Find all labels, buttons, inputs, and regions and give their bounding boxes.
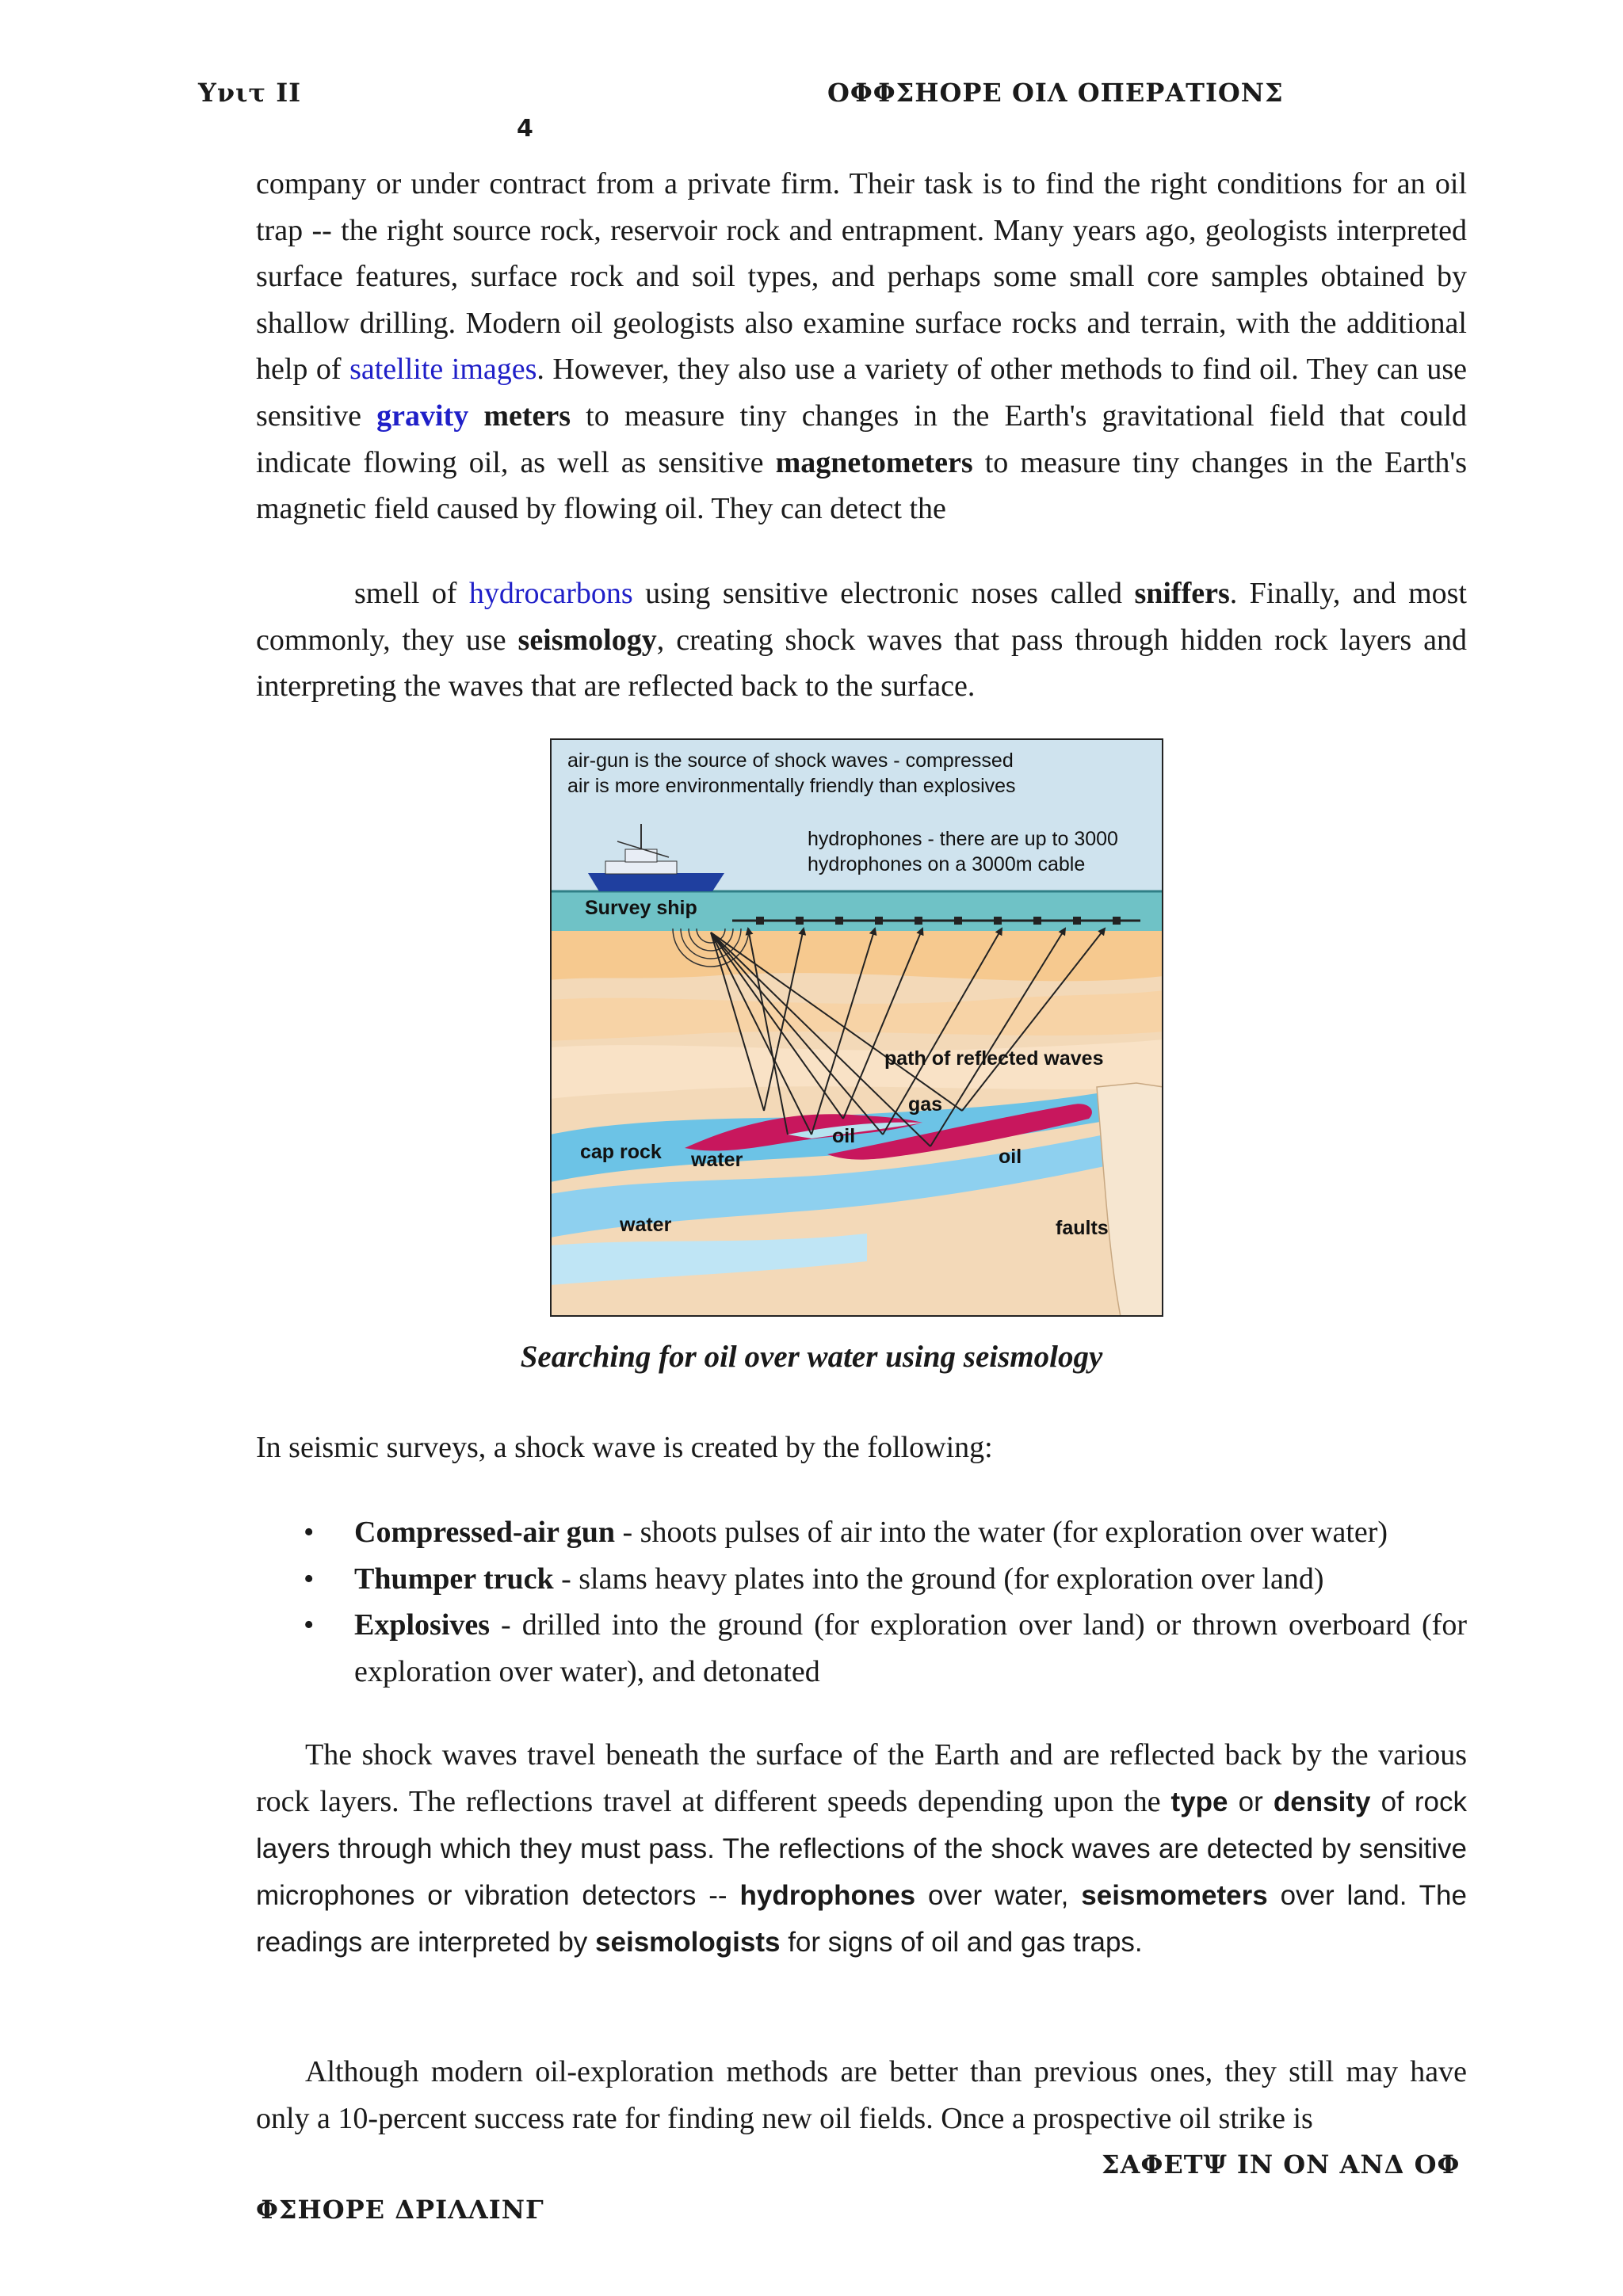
label-gas: gas — [908, 1093, 943, 1116]
footer-right: ΣΑΦΕΤΨ ΙΝ ΟΝ ΑΝΔ ΟΦ — [1102, 2149, 1461, 2180]
paragraph-4: Although modern oil-exploration methods are better than previous ones, they still may have only a 10-percent success rate for finding new oil fields. Once a prospective oil strike is — [256, 2055, 1467, 2135]
bold-term: density — [1273, 1786, 1371, 1817]
bullet-icon: • — [304, 1516, 315, 1549]
text-run: The shock waves travel beneath the surface of the Earth and are reflected back by the various rock layers. The reflections travel at different speeds depending upon the — [256, 1738, 1467, 1818]
label-path: path of reflected waves — [884, 1047, 1104, 1070]
text-run: - shoots pulses of air into the water (for exploration over water) — [615, 1516, 1388, 1549]
text-run: , creating shock waves that pass through hidden rock layers and interpreting the waves that are reflected back to the surface. — [256, 623, 1467, 704]
list-item — [256, 1602, 1467, 1695]
rock-layer-1 — [550, 931, 1163, 981]
page-number: 4 — [517, 115, 533, 143]
bold-term: Explosives — [354, 1608, 491, 1642]
label-water: water — [620, 1214, 672, 1236]
bold-term: Thumper truck — [354, 1562, 554, 1596]
label-oil: oil — [999, 1146, 1022, 1168]
bullet-list — [256, 1509, 1467, 1695]
bullet-icon: • — [304, 1608, 315, 1642]
label-faults: faults — [1056, 1217, 1109, 1239]
list-item — [256, 1556, 1467, 1603]
bold-term: Compressed-air gun — [354, 1516, 616, 1549]
bold-term: sniffers — [1134, 577, 1230, 610]
bold-term: seismologists — [595, 1926, 781, 1958]
label-hydrophones: hydrophones - there are up to 3000 — [808, 828, 1118, 850]
text-run: over land. The readings are interpreted by — [256, 1879, 1467, 1958]
label-airgun: air-gun is the source of shock waves - compressed — [567, 749, 1014, 772]
text-run: to measure tiny changes in the Earth's gravitational field that could indicate flowing oil, as well as sensitive — [256, 399, 1467, 479]
paragraph-2 — [256, 570, 1467, 710]
text-run: using sensitive electronic noses called — [632, 577, 1135, 610]
paragraph-1 — [256, 161, 1467, 532]
label-cap-rock: cap rock — [580, 1141, 662, 1163]
figure-caption: Searching for oil over water using seismology — [520, 1340, 1103, 1374]
text-run: - drilled into the ground (for exploration over land) or thrown overboard (for exploration over water), and detonated — [354, 1608, 1467, 1688]
text-run: to measure tiny changes in the Earth's magnetic field caused by flowing oil. They can detect the — [256, 445, 1467, 526]
text-run: . Finally, and most commonly, they use — [256, 577, 1467, 657]
bold-term: magnetometers — [775, 445, 973, 479]
satellite-images-link[interactable]: satellite images — [349, 353, 537, 387]
list-item — [256, 1509, 1467, 1556]
bullet-icon: • — [304, 1562, 315, 1596]
text-run: smell of — [354, 577, 469, 610]
bold-term: seismometers — [1081, 1879, 1268, 1911]
text-run: over water, — [915, 1879, 1082, 1911]
gravity-link[interactable]: gravity — [376, 399, 469, 433]
label-survey-ship: Survey ship — [585, 897, 697, 919]
text-run: or — [1228, 1786, 1274, 1817]
label-water: water — [691, 1149, 743, 1171]
text-run: . However, they also use a variety of other methods to find oil. They can use sensitive — [256, 353, 1468, 433]
footer-left: ΦΣΗΟΡΕ ΔΡΙΛΛΙΝΓ — [256, 2195, 544, 2225]
seismic-survey-figure — [550, 738, 1163, 1317]
paragraph-3 — [256, 1732, 1467, 1966]
hydrocarbons-link[interactable]: hydrocarbons — [468, 577, 633, 610]
label-hydrophones: hydrophones on a 3000m cable — [808, 853, 1086, 875]
bullets-intro: In seismic surveys, a shock wave is created by the following: — [256, 1431, 993, 1464]
text-run: for signs of oil and gas traps. — [780, 1926, 1143, 1958]
header-title: ΟΦΦΣΗΟΡΕ ΟΙΛ ΟΠΕΡΑΤΙΟΝΣ — [827, 78, 1284, 108]
bold-term: meters — [483, 399, 571, 433]
header-unit: Υνιτ ΙΙ — [198, 78, 302, 108]
text-run: - slams heavy plates into the ground (for exploration over land) — [553, 1562, 1324, 1596]
label-airgun: air is more environmentally friendly than explosives — [567, 775, 1016, 797]
text-run: of rock layers through which they must pass. The reflections of the shock waves are detected by sensitive microphones or vibration detectors -- — [256, 1786, 1468, 1911]
bold-term: seismology — [517, 623, 657, 657]
text-run: company or under contract from a private firm. Their task is to find the right conditions for an oil trap -- the right source rock, reservoir rock and entrapment. Many years ago, geologists interpreted surface features, surface rock and soil types, and perhaps some small core samples obtained by shallow drilling. Modern oil geologists also examine surface rocks and terrain, with the additional help of — [256, 167, 1467, 387]
bold-term: type — [1170, 1786, 1228, 1817]
bold-term: hydrophones — [739, 1879, 916, 1911]
label-oil: oil — [832, 1125, 856, 1147]
